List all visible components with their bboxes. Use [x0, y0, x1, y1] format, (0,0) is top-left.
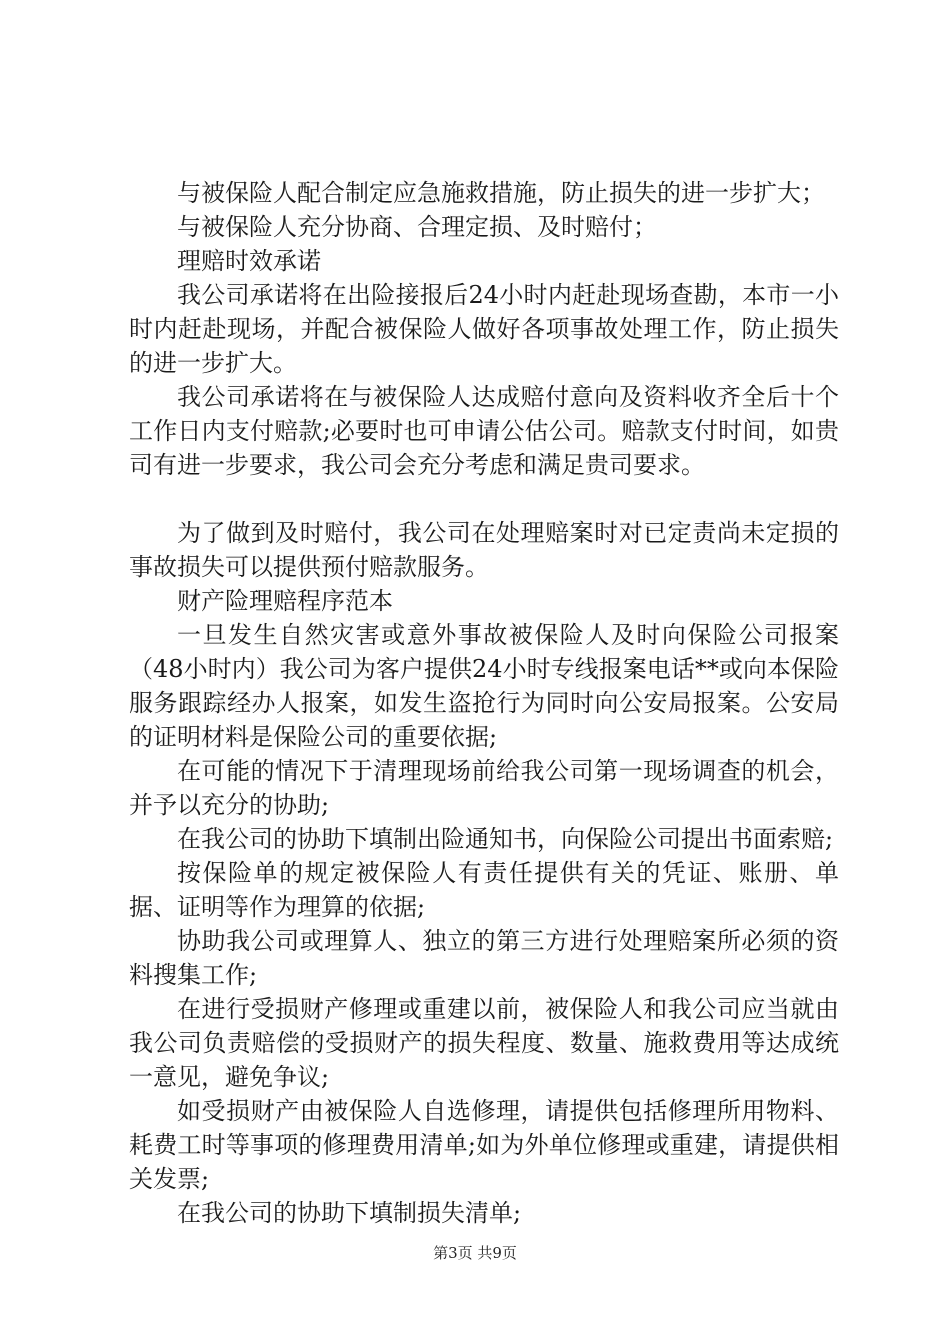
section-heading-claim-procedure: 财产险理赔程序范本	[177, 587, 393, 615]
paragraph-payment-commitment: 我公司承诺将在与被保险人达成赔付意向及资料收齐全后十个工作日内支付赔款;必要时也可申请公估公司。赔款支付时间，如贵司有进一步要求，我公司会充分考虑和满足贵司要求。	[129, 383, 839, 479]
paragraph-spacer	[129, 482, 839, 516]
paragraph-negotiation: 与被保险人充分协商、合理定损、及时赔付；	[177, 213, 657, 241]
paragraph-emergency-measures: 与被保险人配合制定应急施救措施，防止损失的进一步扩大；	[177, 179, 825, 207]
paragraph-data-collection: 协助我公司或理算人、独立的第三方进行处理赔案所必须的资料搜集工作;	[129, 927, 839, 989]
paragraph-site-investigation: 在可能的情况下于清理现场前给我公司第一现场调查的机会，并予以充分的协助;	[129, 757, 839, 819]
page-number-footer: 第3页 共9页	[433, 1244, 517, 1262]
paragraph-claim-notice: 在我公司的协助下填制出险通知书，向保险公司提出书面索赔;	[177, 825, 834, 853]
paragraph-supporting-documents: 按保险单的规定被保险人有责任提供有关的凭证、账册、单据、证明等作为理算的依据;	[129, 859, 839, 921]
paragraph-loss-agreement: 在进行受损财产修理或重建以前，被保险人和我公司应当就由我公司负责赔偿的受损财产的损失程度、数量、施救费用等达成统一意见，避免争议;	[129, 995, 839, 1091]
paragraph-report-incident: 一旦发生自然灾害或意外事故被保险人及时向保险公司报案（48小时内）我公司为客户提供24小时专线报案电话**或向本保险服务跟踪经办人报案，如发生盗抢行为同时向公安局报案。公安局的证明材料是保险公司的重要依据;	[129, 621, 839, 751]
paragraph-repair-costs: 如受损财产由被保险人自选修理，请提供包括修理所用物料、耗费工时等事项的修理费用清单;如为外单位修理或重建，请提供相关发票;	[129, 1097, 839, 1193]
section-heading-claim-timeliness: 理赔时效承诺	[177, 247, 321, 275]
paragraph-site-survey-commitment: 我公司承诺将在出险接报后24小时内赶赴现场查勘，本市一小时内赶赴现场，并配合被保险人做好各项事故处理工作，防止损失的进一步扩大。	[129, 281, 839, 377]
document-body	[129, 176, 839, 1230]
paragraph-loss-list: 在我公司的协助下填制损失清单;	[177, 1199, 522, 1227]
paragraph-advance-payment: 为了做到及时赔付，我公司在处理赔案时对已定责尚未定损的事故损失可以提供预付赔款服务。	[129, 519, 839, 581]
